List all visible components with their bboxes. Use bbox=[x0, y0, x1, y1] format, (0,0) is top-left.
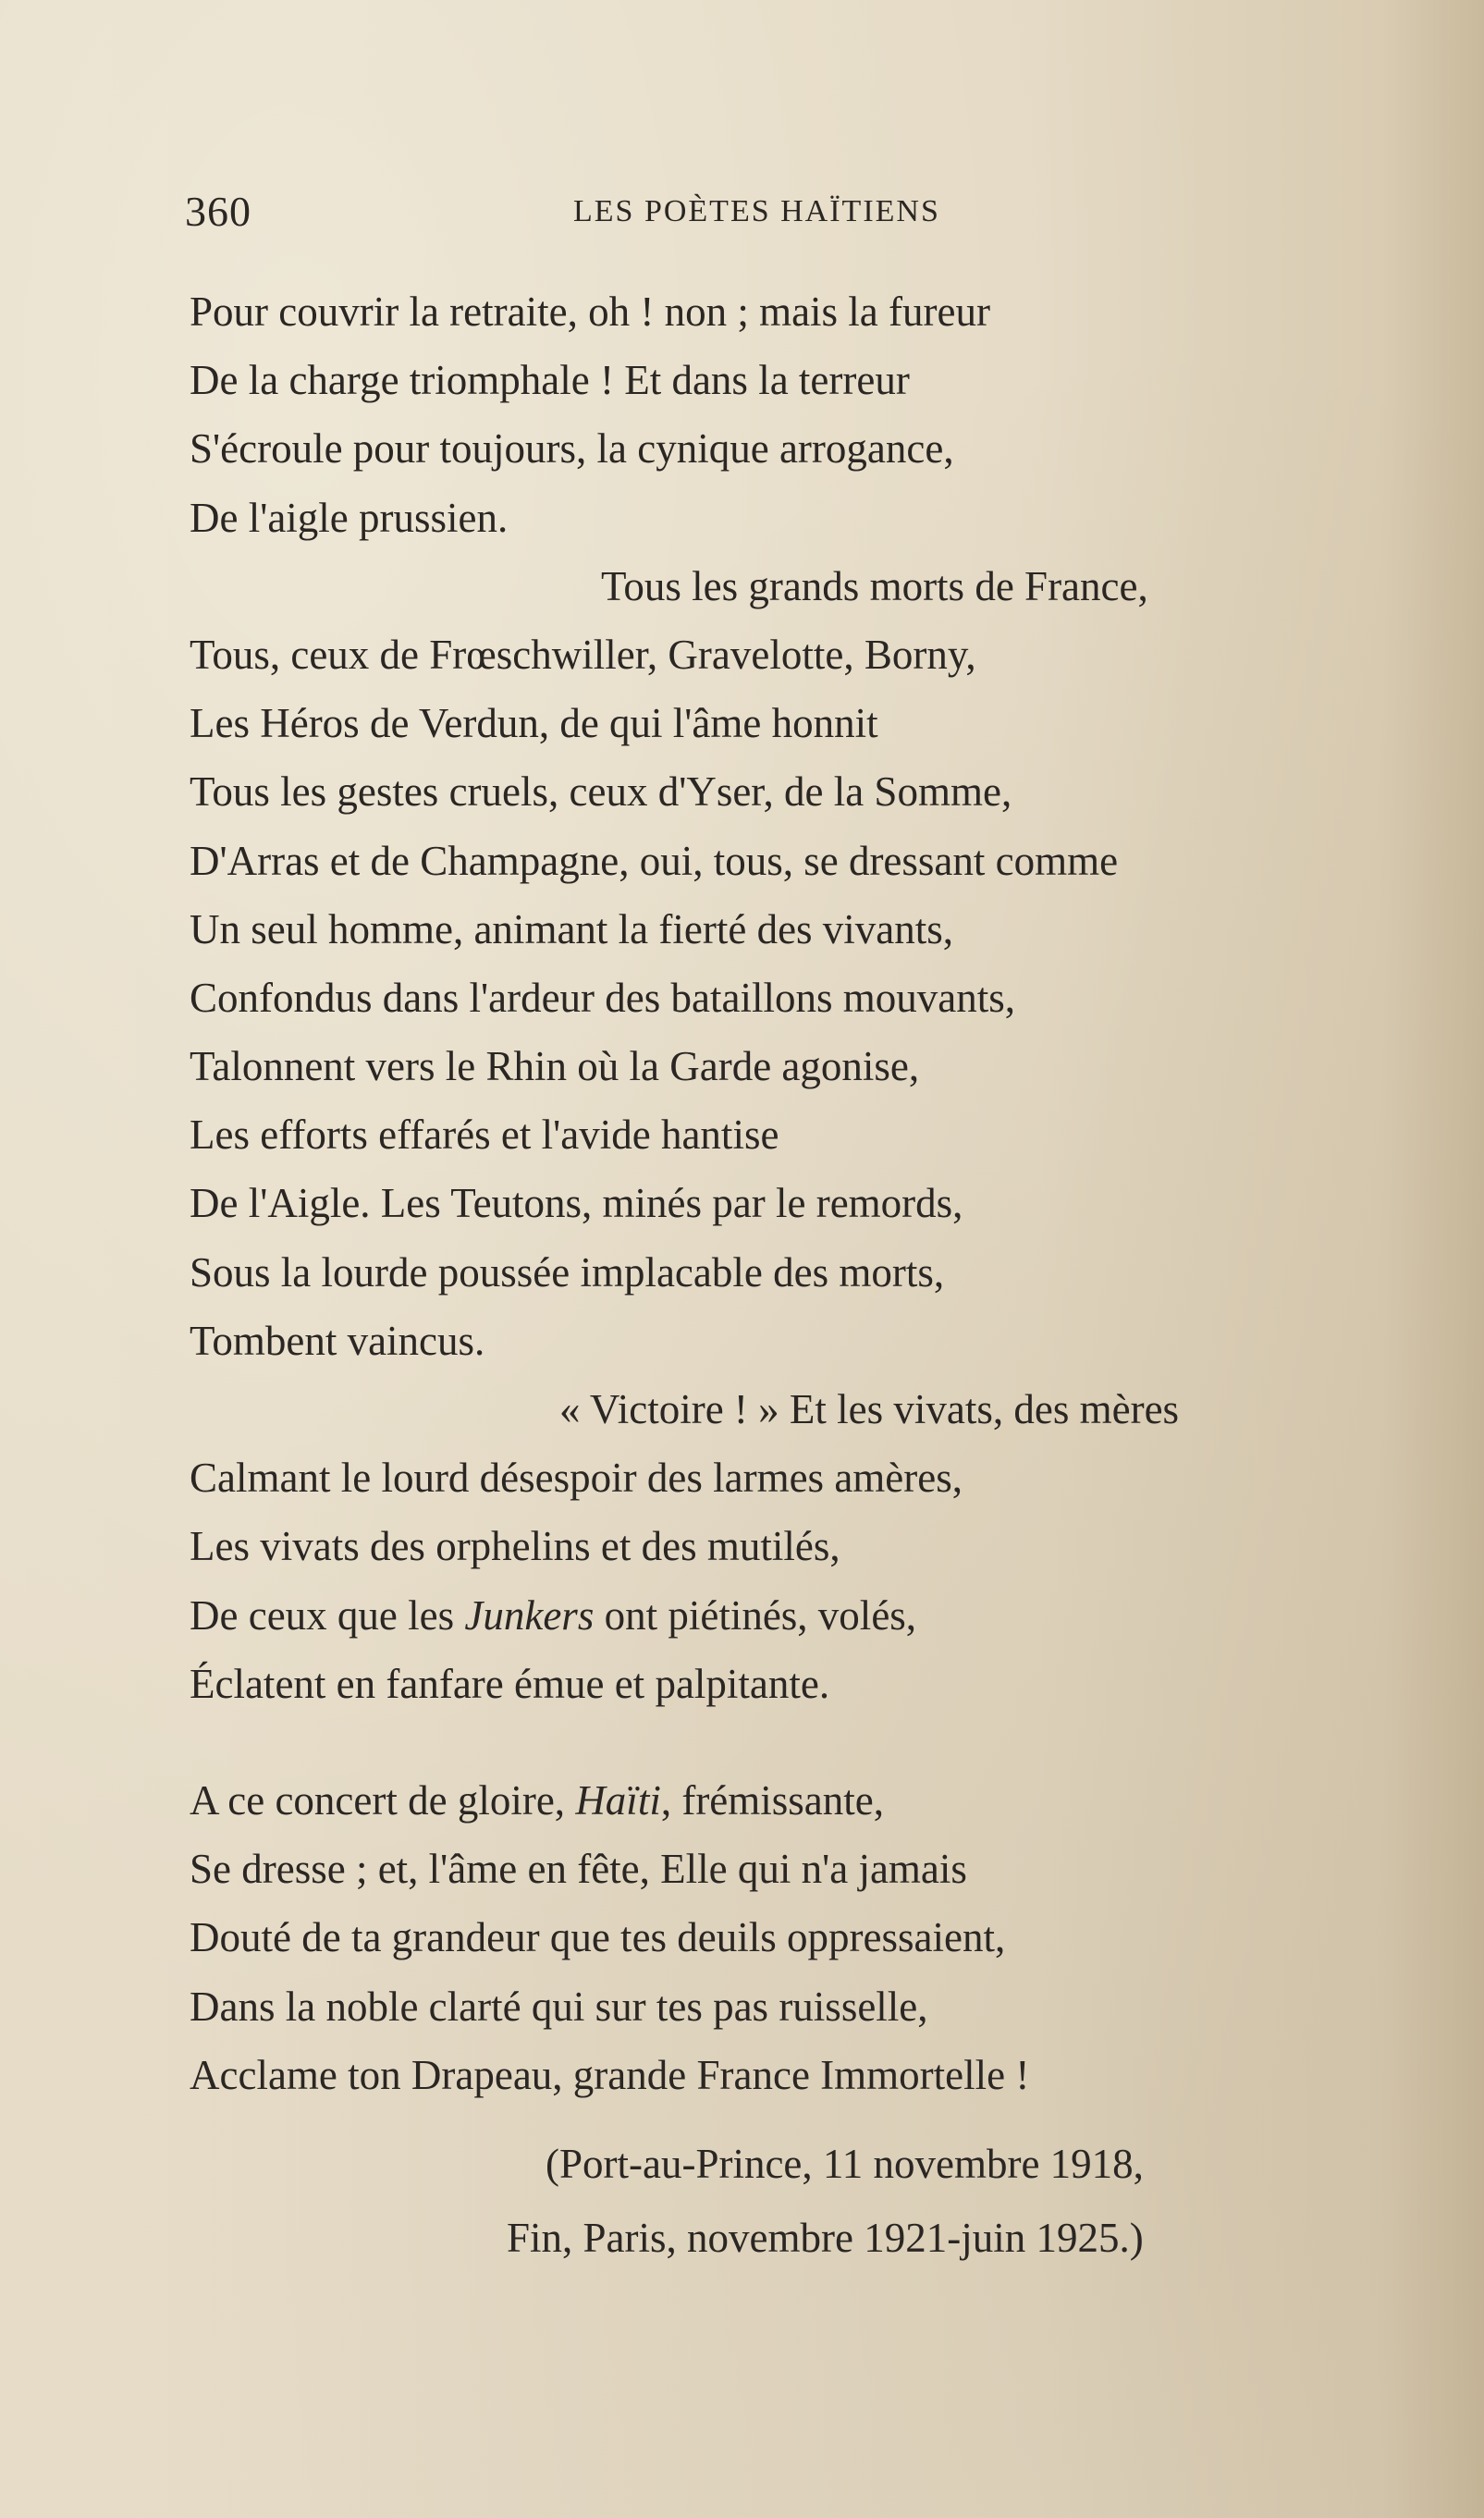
poem-line: « Victoire ! » Et les vivats, des mères bbox=[559, 1386, 1180, 1432]
poem-text-run: De ceux que les bbox=[190, 1591, 465, 1639]
poem-line: Calmant le lourd désespoir des larmes amères, bbox=[190, 1455, 963, 1502]
poem-line: Dans la noble clarté qui sur tes pas ruisselle, bbox=[190, 1983, 928, 2030]
poem-line: Un seul homme, animant la fierté des vivants, bbox=[190, 905, 954, 952]
poem-line: Sous la lourde poussée implacable des morts, bbox=[190, 1248, 945, 1296]
poem-line bbox=[190, 1766, 1419, 1835]
italic-term: Junkers bbox=[464, 1591, 595, 1639]
poem-text-run: ont piétinés, volés, bbox=[594, 1591, 917, 1639]
poem-text bbox=[190, 277, 1419, 2109]
stanza-break bbox=[190, 1718, 1419, 1766]
poem-line: De la charge triomphale ! Et dans la terreur bbox=[190, 357, 910, 404]
poem-line: S'écroule pour toujours, la cynique arrogance, bbox=[190, 425, 954, 473]
poem-line: Confondus dans l'ardeur des bataillons mouvants, bbox=[190, 974, 1015, 1021]
poem-line: Les efforts effarés et l'avide hantise bbox=[190, 1112, 779, 1159]
poem-line bbox=[190, 1581, 1419, 1650]
place-date-signoff bbox=[185, 2127, 1387, 2275]
italic-term: Haïti bbox=[575, 1776, 661, 1824]
poem-line: De l'Aigle. Les Teutons, minés par le remords, bbox=[190, 1180, 963, 1227]
poem-text-run: , frémissante, bbox=[660, 1776, 884, 1824]
running-title: LES POÈTES HAÏTIENS bbox=[573, 194, 940, 228]
poem-line: D'Arras et de Champagne, oui, tous, se dressant comme bbox=[190, 837, 1119, 884]
poem-line: Tombent vaincus. bbox=[190, 1317, 485, 1364]
poem-line: De l'aigle prussien. bbox=[190, 494, 509, 541]
signoff-line: (Port-au-Prince, 11 novembre 1918, bbox=[546, 2141, 1144, 2187]
poem-line: Se dresse ; et, l'âme en fête, Elle qui n'a jamais bbox=[190, 1846, 967, 1893]
running-head bbox=[185, 181, 1294, 246]
poem-line: Éclatent en fanfare émue et palpitante. bbox=[190, 1660, 830, 1707]
page-number: 360 bbox=[185, 188, 251, 235]
signoff-line: Fin, Paris, novembre 1921-juin 1925.) bbox=[507, 2215, 1144, 2261]
poem-line: Pour couvrir la retraite, oh ! non ; mais la fureur bbox=[190, 289, 990, 335]
poem-line: Talonnent vers le Rhin où la Garde agonise, bbox=[190, 1043, 920, 1090]
poem-text-run: A ce concert de gloire, bbox=[190, 1776, 576, 1824]
poem-line: Les vivats des orphelins et des mutilés, bbox=[190, 1523, 840, 1570]
poem-line: Tous, ceux de Frœschwiller, Gravelotte, Borny, bbox=[190, 631, 976, 678]
poem-line: Tous les gestes cruels, ceux d'Yser, de la Somme, bbox=[190, 768, 1012, 816]
poem-line: Les Héros de Verdun, de qui l'âme honnit bbox=[190, 700, 878, 747]
poem-line: Tous les grands morts de France, bbox=[601, 562, 1148, 609]
poem-line: Douté de ta grandeur que tes deuils oppressaient, bbox=[190, 1914, 1006, 1961]
poem-line: Acclame ton Drapeau, grande France Immortelle ! bbox=[190, 2051, 1030, 2098]
